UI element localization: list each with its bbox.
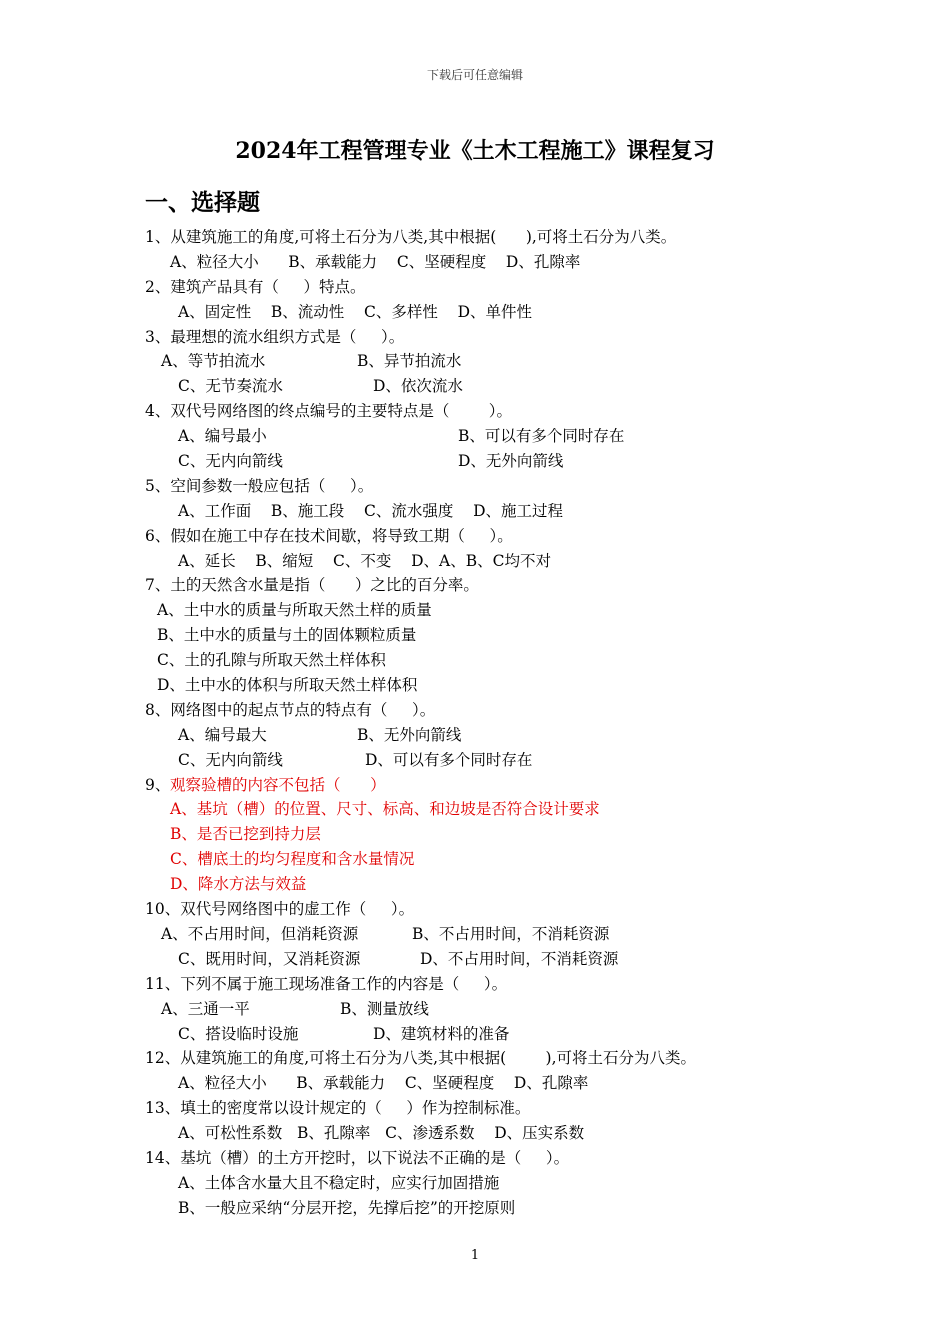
option-row — [0, 1196, 950, 1221]
option-row — [0, 847, 950, 872]
question-11 — [0, 972, 950, 997]
option-a: A、不占用时间，但消耗资源 — [161, 924, 359, 943]
options-row — [0, 1121, 950, 1146]
options-row — [0, 748, 950, 773]
option-row — [0, 673, 950, 698]
page-number: 1 — [470, 1248, 480, 1263]
option-row — [0, 822, 950, 847]
option: A、可松性系数 B、孔隙率 C、渗透系数 D、压实系数 — [178, 1124, 585, 1143]
question-text: 4、双代号网络图的终点编号的主要特点是（ ）。 — [145, 402, 513, 421]
question-number: 9、 — [145, 775, 171, 794]
options-row — [0, 374, 950, 399]
question-text: 6、假如在施工中存在技术间歇，将导致工期（ ）。 — [145, 526, 513, 545]
option-b: B、一般应采纳“分层开挖，先撑后挖”的开挖原则 — [178, 1198, 516, 1217]
question-text: 7、土的天然含水量是指（ ）之比的百分率。 — [145, 576, 479, 595]
question-text: 8、网络图中的起点节点的特点有（ ）。 — [145, 700, 436, 719]
option-a: A、编号最大 — [178, 725, 267, 744]
options-row — [0, 499, 950, 524]
options-row — [0, 922, 950, 947]
option-c: C、既用时间，又消耗资源 — [178, 949, 361, 968]
question-1 — [0, 225, 950, 250]
question-5 — [0, 474, 950, 499]
option: A、延长 B、缩短 C、不变 D、A、B、C均不对 — [178, 551, 551, 570]
option-c: C、搭设临时设施 — [178, 1024, 299, 1043]
options-row — [0, 723, 950, 748]
question-text: 10、双代号网络图中的虚工作（ ）。 — [145, 900, 415, 919]
option-b: B、测量放线 — [340, 999, 429, 1018]
question-list — [0, 225, 950, 1221]
question-4 — [0, 399, 950, 424]
option-b: B、是否已挖到持力层 — [170, 825, 321, 844]
question-9 — [0, 773, 950, 798]
option-row — [0, 1171, 950, 1196]
option-a: A、编号最小 — [178, 427, 267, 446]
option-d: D、依次流水 — [373, 377, 463, 396]
section-heading: 一、选择题 — [145, 189, 260, 216]
option-d: D、土中水的体积与所取天然土样体积 — [157, 676, 418, 695]
question-text: 观察验槽的内容不包括（ ） — [170, 775, 386, 794]
option: A、粒径大小 B、承载能力 C、坚硬程度 D、孔隙率 — [170, 252, 581, 271]
question-6 — [0, 524, 950, 549]
question-7 — [0, 573, 950, 598]
option-a: A、等节拍流水 — [161, 352, 266, 371]
options-row — [0, 1022, 950, 1047]
option-d: D、降水方法与效益 — [170, 875, 307, 894]
options-row — [0, 449, 950, 474]
option-a: A、三通一平 — [161, 999, 250, 1018]
question-2 — [0, 275, 950, 300]
option-d: D、可以有多个同时存在 — [365, 750, 533, 769]
options-row — [0, 349, 950, 374]
question-text: 1、从建筑施工的角度,可将土石分为八类,其中根据( ),可将土石分为八类。 — [145, 228, 677, 246]
option-row — [0, 623, 950, 648]
option-b: B、可以有多个同时存在 — [458, 427, 625, 446]
question-14 — [0, 1146, 950, 1171]
options-row — [0, 1071, 950, 1096]
option-row — [0, 872, 950, 897]
option-d: D、不占用时间，不消耗资源 — [420, 949, 619, 968]
option-b: B、异节拍流水 — [357, 352, 462, 371]
option-a: A、土中水的质量与所取天然土样的质量 — [157, 601, 432, 620]
question-text: 12、从建筑施工的角度,可将土石分为八类,其中根据( ),可将土石分为八类。 — [145, 1049, 697, 1068]
question-3 — [0, 325, 950, 350]
options-row — [0, 549, 950, 574]
question-text: 14、基坑（槽）的土方开挖时，以下说法不正确的是（ ）。 — [145, 1148, 570, 1167]
question-13 — [0, 1096, 950, 1121]
option: A、固定性 B、流动性 C、多样性 D、单件性 — [178, 302, 532, 321]
question-10 — [0, 897, 950, 922]
page-header: 下载后可任意编辑 — [426, 68, 523, 82]
option-row — [0, 598, 950, 623]
options-row — [0, 300, 950, 325]
question-text: 11、下列不属于施工现场准备工作的内容是（ ）。 — [145, 974, 508, 993]
options-row — [0, 997, 950, 1022]
option-c: C、无内向箭线 — [178, 750, 283, 769]
question-text: 13、填土的密度常以设计规定的（ ）作为控制标准。 — [145, 1099, 531, 1118]
option-c: C、无节奏流水 — [178, 377, 283, 396]
question-text: 5、空间参数一般应包括（ ）。 — [145, 476, 374, 495]
option-d: D、无外向箭线 — [458, 452, 564, 471]
option-a: A、土体含水量大且不稳定时，应实行加固措施 — [178, 1173, 500, 1192]
option-b: B、不占用时间，不消耗资源 — [412, 924, 610, 943]
options-row — [0, 424, 950, 449]
question-8 — [0, 698, 950, 723]
option-d: D、建筑材料的准备 — [373, 1024, 510, 1043]
question-12 — [0, 1046, 950, 1071]
question-text: 3、最理想的流水组织方式是（ ）。 — [145, 327, 405, 346]
option-c: C、土的孔隙与所取天然土样体积 — [157, 651, 386, 670]
document-title: 2024年工程管理专业《土木工程施工》课程复习 — [235, 138, 715, 164]
option-row — [0, 797, 950, 822]
option-b: B、无外向箭线 — [357, 725, 462, 744]
option: A、工作面 B、施工段 C、流水强度 D、施工过程 — [178, 501, 563, 520]
question-text: 2、建筑产品具有（ ）特点。 — [145, 277, 366, 296]
option: A、粒径大小 B、承载能力 C、坚硬程度 D、孔隙率 — [178, 1074, 589, 1093]
option-c: C、槽底土的均匀程度和含水量情况 — [170, 850, 415, 869]
options-row — [0, 947, 950, 972]
option-b: B、土中水的质量与土的固体颗粒质量 — [157, 626, 417, 645]
option-row — [0, 648, 950, 673]
options-row — [0, 250, 950, 275]
option-a: A、基坑（槽）的位置、尺寸、标高、和边坡是否符合设计要求 — [170, 800, 600, 819]
option-c: C、无内向箭线 — [178, 452, 283, 471]
